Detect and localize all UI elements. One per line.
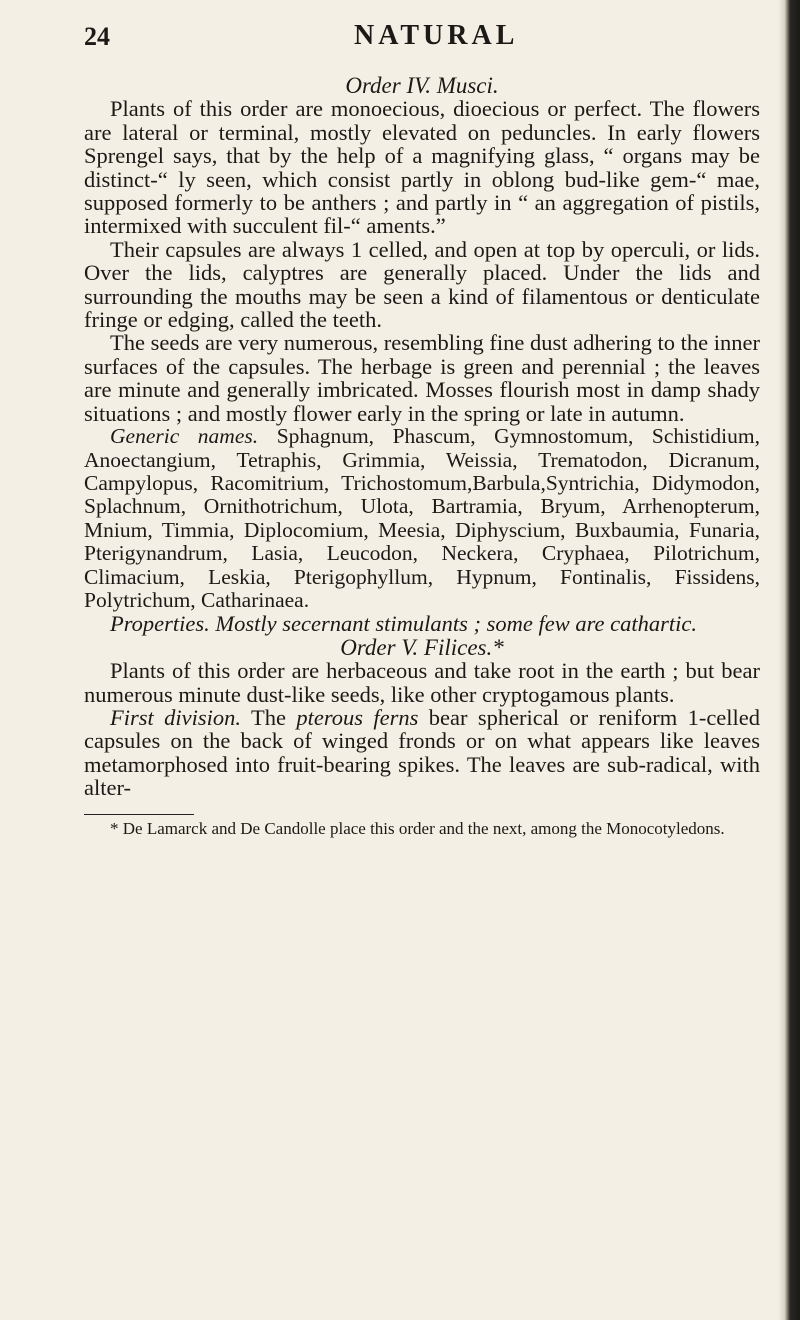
order-v-heading: Order V. Filices.* [340, 634, 504, 660]
generic-names-label: Generic names. [110, 424, 259, 449]
page-header [84, 22, 784, 62]
footnote-rule [84, 814, 194, 815]
first-division-paragraph [84, 706, 760, 800]
page-body [84, 74, 760, 838]
first-division-label: First division. [110, 704, 241, 730]
paragraph: Plants of this order are monoecious, dioecious or perfect. The flowers are lateral or terminal, mostly elevated on peduncles. In early flowers Sprengel says, that by the help of a magnifying glass, “ organs may be distinct-“ ly seen, which consist partly in oblong bud-like gem-“ mae, supposed formerly to be anthers ; and partly in “ an aggregation of pistils, intermixed with succulent fil-“ aments.” [84, 96, 760, 239]
generic-names-text: Sphagnum, Phascum, Gymnostomum, Schistidium, Anoectangium, Tetraphis, Grimmia, Weissia, Trematodon, Dicranum, Campylopus, Racomitrium, Trichostomum,Barbula,Syntrichia, Didymodon, Splachnum, Ornithotrichum, Ulota, Bartramia, Bryum, Arrhenopterum, Mnium, Timmia, Diplocomium, Meesia, Diphyscium, Buxbaumia, Funaria, Pterigynandrum, Lasia, Leucodon, Neckera, Cryphaea, Pilotrichum, Climacium, Leskia, Pterigophyllum, Hypnum, Fontinalis, Fissidens, Polytrichum, Catharinaea. [84, 424, 760, 612]
pterous-ferns-term: pterous ferns [296, 704, 419, 730]
properties-label: Properties. [110, 611, 210, 637]
running-head: NATURAL [354, 20, 519, 51]
paragraph: The seeds are very numerous, resembling fine dust adhering to the inner surfaces of the capsules. The herbage is green and perennial ; the leaves are minute and generally imbricated. Mosses flourish most in damp shady situations ; and mostly flower early in the spring or late in autumn. [84, 330, 760, 426]
first-division-text-cont: bear spherical or reniform 1-celled capsules on the back of winged fronds or on what appears like leaves metamorphosed into fruit-bearing spikes. The leaves are sub-radical, with alter- [84, 704, 761, 801]
generic-names-paragraph [84, 425, 760, 612]
paragraph: Their capsules are always 1 celled, and open at top by operculi, or lids. Over the lids, calyptres are generally placed. Under the lids and surrounding the mouths may be seen a kind of filamentous or denticulate fringe or edging, called the teeth. [84, 236, 760, 333]
properties-text: Mostly secernant stimulants ; some few are cathartic. [215, 611, 698, 637]
properties-paragraph [84, 612, 760, 635]
page-edge-shadow [778, 0, 800, 1320]
first-division-text: The [250, 704, 286, 730]
page-number: 24 [84, 22, 110, 51]
order-iv-heading: Order IV. Musci. [345, 73, 499, 98]
paragraph: Plants of this order are herbaceous and take root in the earth ; but bear numerous minute dust-like seeds, like other cryptogamous plants. [84, 658, 760, 707]
footnote: * De Lamarck and De Candolle place this order and the next, among the Monocotyledons. [110, 818, 725, 838]
